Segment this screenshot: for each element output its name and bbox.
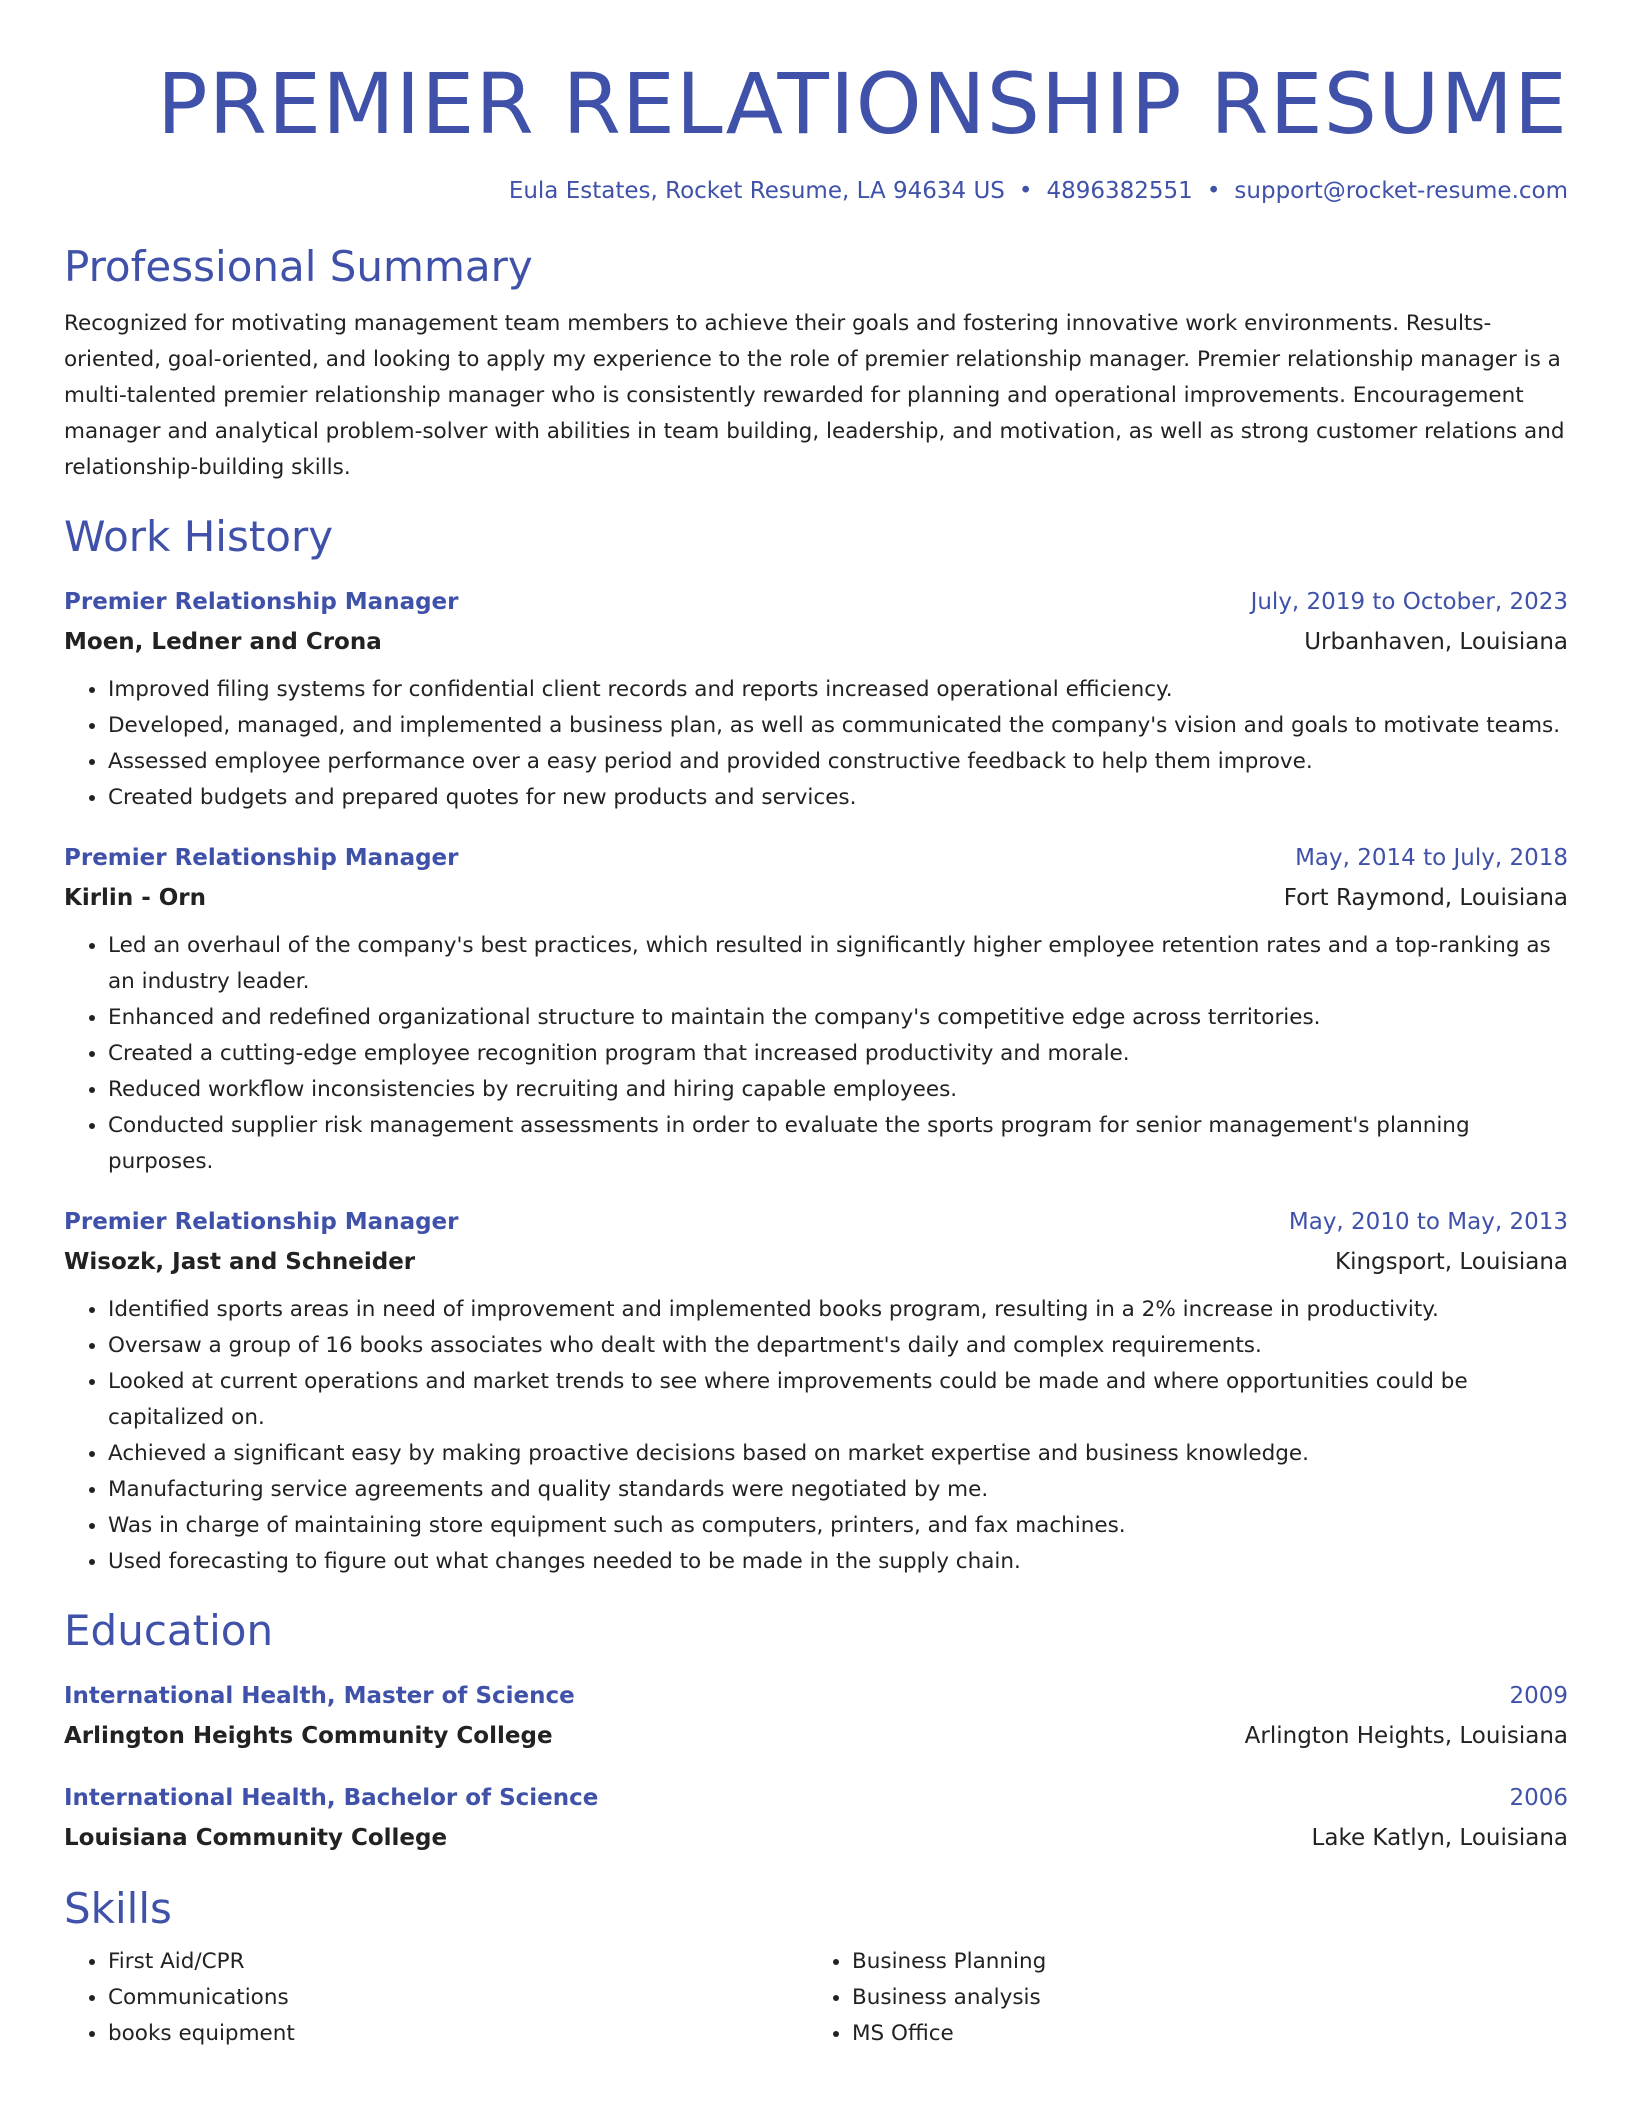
- job-bullets: [64, 672, 1568, 816]
- contact-separator: •: [1206, 178, 1221, 204]
- job-bullet: • Developed, managed, and implemented a business plan, as well as communicated the company's vision and goals to motivate teams.: [108, 708, 1568, 744]
- education-school-row: [64, 1818, 1568, 1858]
- job-header-row: [64, 838, 1568, 878]
- job-bullet: • Looked at current operations and market trends to see where improvements could be made and where opportunities could be capitalized on.: [108, 1364, 1568, 1436]
- education-location: Lake Katlyn, Louisiana: [1311, 1825, 1568, 1851]
- job-title: Premier Relationship Manager: [64, 845, 459, 871]
- contact-email[interactable]: support@rocket-resume.com: [1234, 178, 1568, 204]
- skills-list: [64, 1944, 1568, 2052]
- job-header-row: [64, 1202, 1568, 1242]
- skills-heading: Skills: [64, 1884, 172, 1933]
- job-location: Fort Raymond, Louisiana: [1283, 885, 1568, 911]
- job-bullet: • Created budgets and prepared quotes for new products and services.: [108, 780, 1568, 816]
- work-history-heading: Work History: [64, 512, 334, 561]
- contact-separator: •: [1018, 178, 1033, 204]
- contact-address: Eula Estates, Rocket Resume, LA 94634 US: [508, 178, 1005, 204]
- summary-heading: Professional Summary: [64, 242, 533, 291]
- job-company-row: [64, 1242, 1568, 1282]
- education-school: Arlington Heights Community College: [64, 1723, 553, 1749]
- education-degree-row: [64, 1676, 1568, 1716]
- job-company: Kirlin - Orn: [64, 885, 207, 911]
- education-degree: International Health, Bachelor of Science: [64, 1785, 599, 1811]
- contact-line: [64, 176, 1568, 206]
- job-bullet: • Enhanced and redefined organizational structure to maintain the company's competitive edge across territories.: [108, 1000, 1568, 1036]
- job-title: Premier Relationship Manager: [64, 589, 459, 615]
- job-company-row: [64, 878, 1568, 918]
- job-title: Premier Relationship Manager: [64, 1209, 459, 1235]
- summary-text: Recognized for motivating management team members to achieve their goals and fostering innovative work environments. Results-oriented, goal-oriented, and looking to apply my experience to the role of premier relationship manager. Premier relationship manager is a multi-talented premier relationship manager who is consistently rewarded for planning and operational improvements. Encouragement manager and analytical problem-solver with abilities in team building, leadership, and motivation, as well as strong customer relations and relationship-building skills.: [64, 311, 1565, 480]
- contact-phone: 4896382551: [1046, 178, 1193, 204]
- skill-item: • Business analysis: [852, 1980, 1552, 2016]
- job-header-row: [64, 582, 1568, 622]
- job-bullet: • Manufacturing service agreements and quality standards were negotiated by me.: [108, 1472, 1568, 1508]
- job-bullet: • Improved filing systems for confidential client records and reports increased operational efficiency.: [108, 672, 1568, 708]
- job-bullet: • Reduced workflow inconsistencies by recruiting and hiring capable employees.: [108, 1072, 1568, 1108]
- skills-column-left: [64, 1944, 808, 2052]
- job-entry: [64, 582, 1568, 816]
- skill-item: • books equipment: [108, 2016, 808, 2052]
- education-school-row: [64, 1716, 1568, 1756]
- education-year: 2006: [1509, 1785, 1568, 1811]
- job-location: Urbanhaven, Louisiana: [1304, 629, 1568, 655]
- job-company-row: [64, 622, 1568, 662]
- resume-page: [64, 56, 1568, 2052]
- job-dates: May, 2010 to May, 2013: [1288, 1209, 1568, 1235]
- job-company: Moen, Ledner and Crona: [64, 629, 382, 655]
- job-entry: [64, 1202, 1568, 1580]
- job-dates: May, 2014 to July, 2018: [1295, 845, 1568, 871]
- education-entry: [64, 1778, 1568, 1858]
- education-year: 2009: [1509, 1683, 1568, 1709]
- job-bullets: [64, 1292, 1568, 1580]
- skill-item: • Business Planning: [852, 1944, 1552, 1980]
- skill-item: • Communications: [108, 1980, 808, 2016]
- job-bullet: • Was in charge of maintaining store equipment such as computers, printers, and fax machines.: [108, 1508, 1568, 1544]
- job-entry: [64, 838, 1568, 1180]
- job-bullet: • Created a cutting-edge employee recognition program that increased productivity and morale.: [108, 1036, 1568, 1072]
- job-bullet: • Led an overhaul of the company's best practices, which resulted in significantly higher employee retention rates and a top-ranking as an industry leader.: [108, 928, 1568, 1000]
- job-dates: July, 2019 to October, 2023: [1250, 589, 1568, 615]
- skills-column-right: [808, 1944, 1552, 2052]
- job-bullets: [64, 928, 1568, 1180]
- job-location: Kingsport, Louisiana: [1335, 1249, 1568, 1275]
- education-location: Arlington Heights, Louisiana: [1244, 1723, 1568, 1749]
- resume-name: PREMIER RELATIONSHIP RESUME: [156, 55, 1568, 153]
- education-school: Louisiana Community College: [64, 1825, 448, 1851]
- skill-item: • First Aid/CPR: [108, 1944, 808, 1980]
- education-degree: International Health, Master of Science: [64, 1683, 575, 1709]
- education-entry: [64, 1676, 1568, 1756]
- job-bullet: • Assessed employee performance over a easy period and provided constructive feedback to help them improve.: [108, 744, 1568, 780]
- job-bullet: • Used forecasting to figure out what changes needed to be made in the supply chain.: [108, 1544, 1568, 1580]
- skill-item: • MS Office: [852, 2016, 1552, 2052]
- job-bullet: • Achieved a significant easy by making proactive decisions based on market expertise and business knowledge.: [108, 1436, 1568, 1472]
- education-heading: Education: [64, 1606, 274, 1655]
- job-bullet: • Oversaw a group of 16 books associates who dealt with the department's daily and complex requirements.: [108, 1328, 1568, 1364]
- education-degree-row: [64, 1778, 1568, 1818]
- job-company: Wisozk, Jast and Schneider: [64, 1249, 416, 1275]
- job-bullet: • Identified sports areas in need of improvement and implemented books program, resulting in a 2% increase in productivity.: [108, 1292, 1568, 1328]
- job-bullet: • Conducted supplier risk management assessments in order to evaluate the sports program for senior management's planning purposes.: [108, 1108, 1568, 1180]
